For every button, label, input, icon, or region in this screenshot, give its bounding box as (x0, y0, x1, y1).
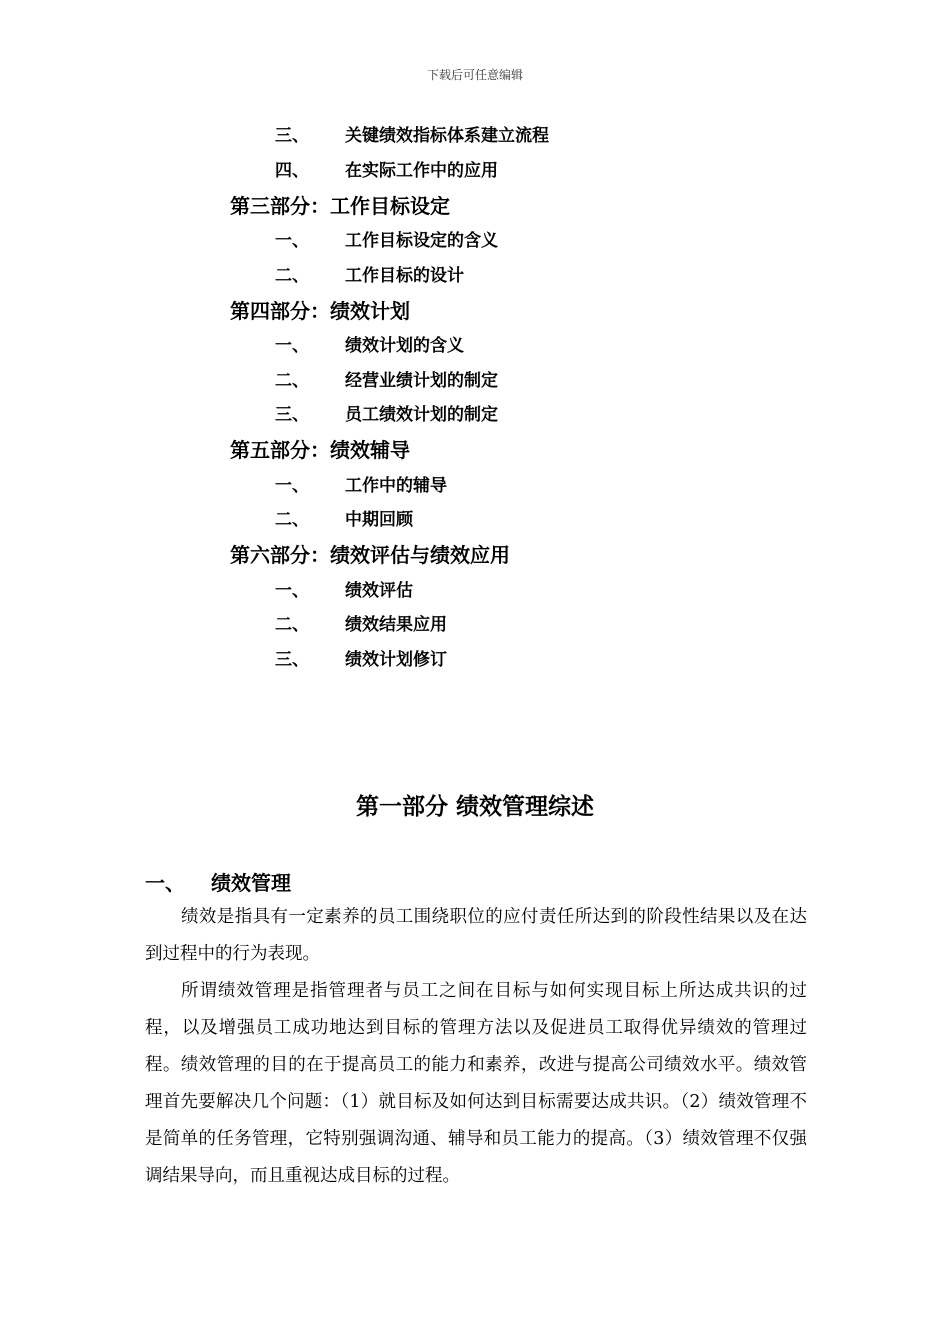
toc-item (275, 648, 447, 672)
body-paragraph: 所谓绩效管理是指管理者与员工之间在目标与如何实现目标上所达成共识的过程，以及增强员工成功地达到目标的管理方法以及促进员工取得优异绩效的管理过程。绩效管理的目的在于提高员工的能力和素养，改进与提高公司绩效水平。绩效管理首先要解决几个问题：（1）就目标及如何达到目标需要达成共识。（2）绩效管理不是简单的任务管理，它特别强调沟通、辅导和员工能力的提高。（3）绩效管理不仅强调结果导向，而且重视达成目标的过程。 (145, 981, 807, 1186)
toc-part-heading: 第四部分：绩效计划 (230, 299, 410, 323)
toc-item (275, 229, 498, 253)
section-title: 第一部分 绩效管理综述 (355, 794, 594, 820)
toc-part-heading: 第三部分：工作目标设定 (230, 194, 450, 218)
toc-item (275, 264, 464, 288)
toc-item-number: 二、 (275, 615, 309, 635)
toc-item-label: 绩效计划的含义 (345, 336, 464, 356)
toc-item (275, 508, 413, 532)
toc-item-label: 绩效计划修订 (345, 650, 447, 670)
toc-item-number: 二、 (275, 510, 309, 530)
toc-item-label: 绩效评估 (345, 581, 413, 601)
toc-item-label: 工作目标设定的含义 (345, 231, 498, 251)
toc-item-label: 关键绩效指标体系建立流程 (345, 126, 549, 146)
toc-item-label: 经营业绩计划的制定 (345, 371, 498, 391)
toc-item-label: 绩效结果应用 (345, 615, 447, 635)
toc-item-number: 三、 (275, 126, 309, 146)
toc-item (275, 474, 447, 498)
toc-part-heading: 第六部分：绩效评估与绩效应用 (230, 543, 510, 567)
toc-item-number: 一、 (275, 581, 309, 601)
section-heading-number: 一、 (145, 871, 185, 895)
toc-item (275, 613, 447, 637)
toc-item (275, 369, 498, 393)
page-header-note: 下载后可任意编辑 (426, 68, 523, 82)
toc-item (275, 124, 549, 148)
section-heading (145, 868, 291, 898)
toc-item-label: 员工绩效计划的制定 (345, 405, 498, 425)
toc-item-label: 在实际工作中的应用 (345, 161, 498, 181)
toc-item-number: 三、 (275, 650, 309, 670)
toc-item-label: 中期回顾 (345, 510, 413, 530)
toc-item (275, 403, 498, 427)
toc-item-number: 四、 (275, 161, 309, 181)
toc-part-heading: 第五部分：绩效辅导 (230, 438, 410, 462)
toc-item-number: 一、 (275, 231, 309, 251)
toc-item-number: 一、 (275, 336, 309, 356)
toc-item-label: 工作中的辅导 (345, 476, 447, 496)
toc-item (275, 334, 464, 358)
toc-item-number: 二、 (275, 371, 309, 391)
toc-item-number: 二、 (275, 266, 309, 286)
toc-item (275, 579, 413, 603)
toc-item-number: 三、 (275, 405, 309, 425)
toc-item (275, 159, 498, 183)
body-paragraph: 绩效是指具有一定素养的员工围绕职位的应付责任所达到的阶段性结果以及在达到过程中的行为表现。 (145, 907, 807, 964)
toc-item-label: 工作目标的设计 (345, 266, 464, 286)
section-heading-label: 绩效管理 (211, 871, 291, 895)
toc-item-number: 一、 (275, 476, 309, 496)
